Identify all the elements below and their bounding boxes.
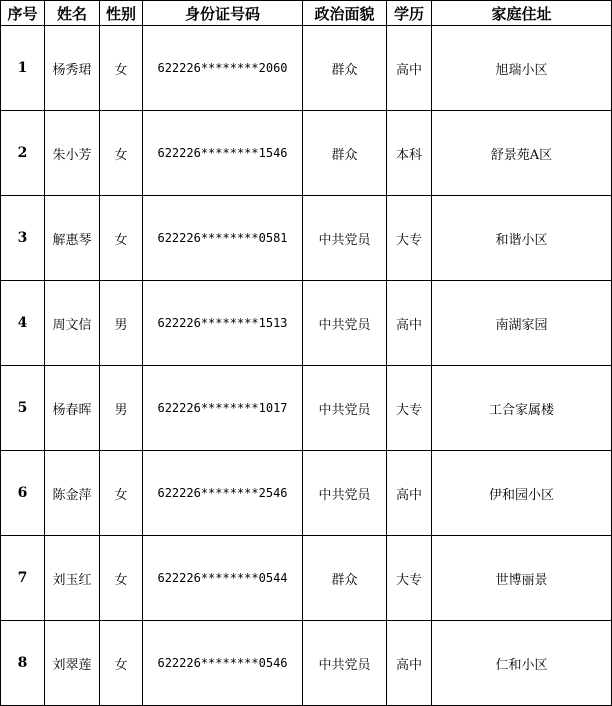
header-row xyxy=(1,1,612,26)
cell-gender: 女 xyxy=(100,26,143,111)
cell-gender: 女 xyxy=(100,536,143,621)
cell-political-status: 中共党员 xyxy=(303,281,387,366)
cell-gender: 男 xyxy=(100,281,143,366)
cell-name: 周文信 xyxy=(45,281,100,366)
cell-id-number: 622226********1546 xyxy=(143,111,303,196)
table-row xyxy=(1,26,612,111)
cell-name: 解惠琴 xyxy=(45,196,100,281)
table-row xyxy=(1,281,612,366)
cell-political-status: 群众 xyxy=(303,111,387,196)
cell-id-number: 622226********2060 xyxy=(143,26,303,111)
cell-name: 朱小芳 xyxy=(45,111,100,196)
cell-education: 大专 xyxy=(387,196,432,281)
cell-education: 高中 xyxy=(387,621,432,706)
cell-political-status: 中共党员 xyxy=(303,451,387,536)
cell-education: 本科 xyxy=(387,111,432,196)
cell-seq: 3 xyxy=(1,196,45,281)
header-address: 家庭住址 xyxy=(432,1,612,26)
cell-address: 旭瑞小区 xyxy=(432,26,612,111)
cell-seq: 2 xyxy=(1,111,45,196)
cell-address: 南湖家园 xyxy=(432,281,612,366)
cell-id-number: 622226********1017 xyxy=(143,366,303,451)
cell-name: 杨春晖 xyxy=(45,366,100,451)
cell-education: 高中 xyxy=(387,281,432,366)
cell-political-status: 中共党员 xyxy=(303,621,387,706)
cell-name: 陈金萍 xyxy=(45,451,100,536)
cell-seq: 6 xyxy=(1,451,45,536)
table-row xyxy=(1,366,612,451)
cell-address: 和谐小区 xyxy=(432,196,612,281)
cell-id-number: 622226********2546 xyxy=(143,451,303,536)
cell-address: 仁和小区 xyxy=(432,621,612,706)
cell-seq: 5 xyxy=(1,366,45,451)
cell-id-number: 622226********0546 xyxy=(143,621,303,706)
cell-address: 工合家属楼 xyxy=(432,366,612,451)
cell-name: 刘翠莲 xyxy=(45,621,100,706)
table-row xyxy=(1,451,612,536)
table-row xyxy=(1,196,612,281)
cell-address: 舒景苑A区 xyxy=(432,111,612,196)
header-education: 学历 xyxy=(387,1,432,26)
cell-id-number: 622226********0544 xyxy=(143,536,303,621)
cell-id-number: 622226********1513 xyxy=(143,281,303,366)
cell-gender: 男 xyxy=(100,366,143,451)
cell-education: 大专 xyxy=(387,536,432,621)
cell-address: 世博丽景 xyxy=(432,536,612,621)
cell-gender: 女 xyxy=(100,621,143,706)
cell-id-number: 622226********0581 xyxy=(143,196,303,281)
cell-seq: 8 xyxy=(1,621,45,706)
cell-political-status: 中共党员 xyxy=(303,366,387,451)
header-name: 姓名 xyxy=(45,1,100,26)
header-id-number: 身份证号码 xyxy=(143,1,303,26)
table-row xyxy=(1,111,612,196)
cell-education: 高中 xyxy=(387,26,432,111)
cell-political-status: 中共党员 xyxy=(303,196,387,281)
cell-education: 大专 xyxy=(387,366,432,451)
header-seq: 序号 xyxy=(1,1,45,26)
table-row xyxy=(1,621,612,706)
cell-seq: 4 xyxy=(1,281,45,366)
cell-name: 杨秀珺 xyxy=(45,26,100,111)
cell-political-status: 群众 xyxy=(303,26,387,111)
cell-gender: 女 xyxy=(100,196,143,281)
cell-seq: 1 xyxy=(1,26,45,111)
cell-gender: 女 xyxy=(100,451,143,536)
header-political-status: 政治面貌 xyxy=(303,1,387,26)
header-gender: 性别 xyxy=(100,1,143,26)
cell-address: 伊和园小区 xyxy=(432,451,612,536)
cell-gender: 女 xyxy=(100,111,143,196)
cell-seq: 7 xyxy=(1,536,45,621)
cell-name: 刘玉红 xyxy=(45,536,100,621)
table-row xyxy=(1,536,612,621)
cell-political-status: 群众 xyxy=(303,536,387,621)
cell-education: 高中 xyxy=(387,451,432,536)
